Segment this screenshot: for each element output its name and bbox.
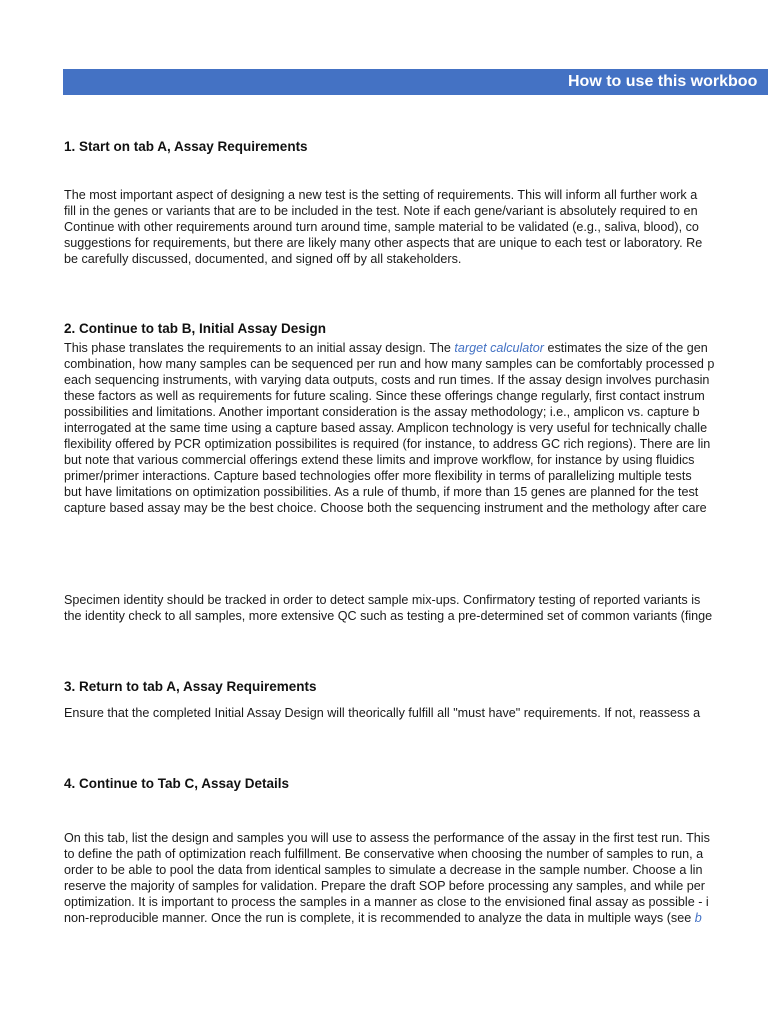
section-2-paragraph [64,340,768,516]
specimen-identity-paragraph [64,592,768,624]
text-segment: non-reproducible manner. Once the run is complete, it is recommended to analyze the data in multiple ways (see [64,911,695,925]
text-line [64,340,768,356]
text-line: the identity check to all samples, more extensive QC such as testing a pre-determined set of common variants (finge [64,609,713,623]
section-4-heading: 4. Continue to Tab C, Assay Details [64,776,290,791]
text-line: possibilities and limitations. Another important consideration is the assay methodology; i.e., amplicon vs. capture b [64,405,700,419]
reference-link[interactable]: b [694,911,702,925]
title-banner [63,69,768,95]
section-2-heading: 2. Continue to tab B, Initial Assay Design [64,321,327,336]
text-line: On this tab, list the design and samples you will use to assess the performance of the assay in the first test run. This [64,831,710,845]
text-line: order to be able to pool the data from identical samples to simulate a decrease in the sample number. Choose a lin [64,863,703,877]
text-line: these factors as well as requirements for future scaling. Since these offerings change regularly, first contact instrum [64,389,705,403]
text-line: to define the path of optimization reach fulfillment. Be conservative when choosing the number of samples to run, a [64,847,704,861]
text-line: The most important aspect of designing a new test is the setting of requirements. This will inform all further work a [64,188,698,202]
text-line: Specimen identity should be tracked in order to detect sample mix-ups. Confirmatory testing of reported variants is [64,593,701,607]
text-line: optimization. It is important to process the samples in a manner as close to the envisioned final assay as possible - i [64,895,709,909]
section-3-paragraph [64,705,768,721]
text-line: combination, how many samples can be sequenced per run and how many samples can be comfortably processed p [64,357,715,371]
text-line: interrogated at the same time using a capture based assay. Amplicon technology is very useful for technically challe [64,421,708,435]
text-line: capture based assay may be the best choice. Choose both the sequencing instrument and the methology after care [64,501,707,515]
target-calculator-link[interactable]: target calculator [454,341,544,355]
text-line: reserve the majority of samples for validation. Prepare the draft SOP before processing any samples, and while per [64,879,705,893]
section-4-paragraph [64,830,768,926]
text-line: flexibility offered by PCR optimization possibilites is required (for instance, to address GC rich regions). There are lin [64,437,711,451]
text-line: fill in the genes or variants that are to be included in the test. Note if each gene/variant is absolutely required to en [64,204,698,218]
text-line: Continue with other requirements around turn around time, sample material to be validated (e.g., saliva, blood), co [64,220,699,234]
text-line: primer/primer interactions. Capture based technologies offer more flexibility in terms of parallelizing multiple tests [64,469,692,483]
text-line: be carefully discussed, documented, and signed off by all stakeholders. [64,252,462,266]
text-line: each sequencing instruments, with varying data outputs, costs and run times. If the assay design involves purchasin [64,373,710,387]
section-3-heading: 3. Return to tab A, Assay Requirements [64,679,317,694]
text-segment: This phase translates the requirements to an initial assay design. The [64,341,455,355]
banner-title: How to use this workboo [568,73,758,90]
text-line: suggestions for requirements, but there are likely many other aspects that are unique to each test or laboratory. Re [64,236,703,250]
section-1-heading: 1. Start on tab A, Assay Requirements [64,139,308,154]
text-line: but note that various commercial offerings extend these limits and improve workflow, for instance by using fluidics [64,453,695,467]
text-line: Ensure that the completed Initial Assay Design will theorically fulfill all "must have" requirements. If not, reassess a [64,706,701,720]
text-line [64,910,768,926]
section-1-paragraph [64,187,768,267]
text-segment: estimates the size of the gen [544,341,708,355]
text-line: but have limitations on optimization possibilities. As a rule of thumb, if more than 15 genes are planned for the test [64,485,699,499]
